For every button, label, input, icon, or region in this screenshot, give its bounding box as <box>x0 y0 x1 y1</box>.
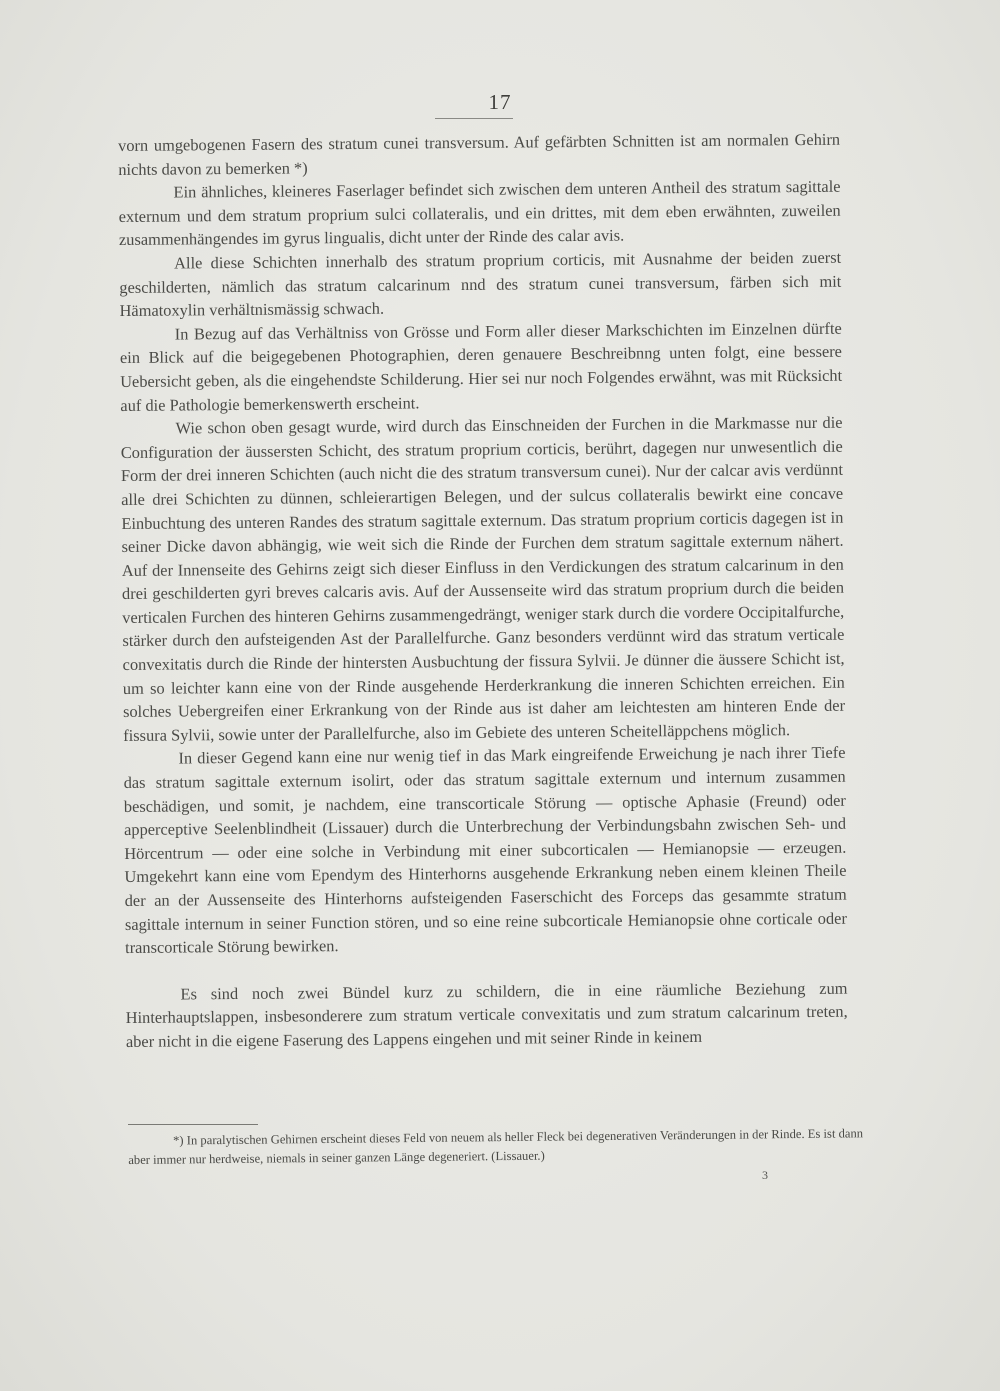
paragraph: Wie schon oben gesagt wurde, wird durch das Einschneiden der Furchen in die Markmasse nur die Configuration der äussersten Schicht, des stratum proprium corticis, berührt, dagegen nur unwesentlich die Form der drei inneren Schichten (auch nicht die des stratum transversum cunei). Nur der calcar avis verdünnt alle drei Schichten zu dünnen, schleierartigen Belegen, und der sulcus collateralis bewirkt eine concave Einbuchtung des unteren Randes des stratum sagittale externum. Das stratum proprium corticis dagegen ist in seiner Dicke davon abhängig, wie weit sich die Rinde der Furchen dem stratum sagittale externum nähert. Auf der Innenseite des Gehirns zeigt sich dieser Einfluss in den Verdickungen des stratum calcarinum in den drei geschilderten gyri breves calcaris avis. Auf der Aussenseite wird das stratum proprium durch die beiden verticalen Furchen des hinteren Gehirns zusammengedrängt, weniger stark durch die vordere Occipitalfurche, stärker durch den aufsteigenden Ast der Parallelfurche. Ganz besonders verdünnt wird das stratum verticale convexitatis durch die Rinde der hintersten Ausbuchtung der fissura Sylvii. Je dünner die äussere Schicht ist, um so leichter kann eine von der Rinde ausgehende Herderkrankung die inneren Schichten erreichen. Ein solches Uebergreifen einer Erkrankung von der Rinde aus ist daher am leichtesten am hinteren Ende der fissura Sylvii, sowie unter der Parallelfurche, also im Gebiete des unteren Scheitelläppchens möglich. <box>120 412 846 745</box>
body-text <box>118 128 848 1054</box>
footnote: *) In paralytischen Gehirnen erscheint dieses Feld von neuem als heller Fleck bei degenerativen Veränderungen in der Rinde. Es ist dann aber immer nur herdweise, niemals in seiner ganzen Länge degeneriert. (Lissauer.) <box>128 1126 864 1167</box>
paragraph-continued: vorn umgebogenen Fasern des stratum cunei transversum. Auf gefärbten Schnitten ist am normalen Gehirn nichts davon zu bemerken *) <box>118 129 841 179</box>
footnote-rule <box>128 1124 258 1125</box>
page-number-rule <box>435 118 513 119</box>
paragraph: In Bezug auf das Verhältniss von Grösse und Form aller dieser Markschichten im Einzelnen dürfte ein Blick auf die beigegebenen Photographien, deren genauere Beschreibnng unten folgt, eine bessere Uebersicht geben, als die eingehendste Schilderung. Hier sei nur noch Folgendes erwähnt, was mit Rücksicht auf die Pathologie bemerkenswerth erscheint. <box>119 318 843 415</box>
printer-signature: 3 <box>762 1168 768 1182</box>
paragraph-section-start: Es sind noch zwei Bündel kurz zu schildern, die in eine räumliche Beziehung zum Hinterhauptslappen, insbesonderere zum stratum verticale convexitatis und zum stratum calcarinum treten, aber nicht in die eigene Faserung des Lappens eingehen und mit seiner Rinde in keinem <box>125 978 848 1051</box>
paragraph: Ein ähnliches, kleineres Faserlager befindet sich zwischen dem unteren Antheil des stratum sagittale externum und dem stratum proprium sulci collateralis, und ein drittes, mit dem eben erwähnten, zuweilen zusammenhängendes im gyrus lingualis, dicht unter der Rinde des calar avis. <box>118 176 841 250</box>
page-number: 17 <box>488 90 512 114</box>
paragraph: In dieser Gegend kann eine nur wenig tief in das Mark eingreifende Erweichung je nach ihrer Tiefe das stratum sagittale externum isolirt, oder das stratum sagittale externum und internum zusammen beschädigen, und somit, je nachdem, eine transcorticale Störung — optische Aphasie (Freund) oder apperceptive Seelenblindheit (Lissauer) durch die Unterbrechung der Verbindungsbahn zwischen Seh- und Hörcentrum — oder eine solche in Verbindung mit einer subcorticalen — Hemianopsie — erzeugen. Umgekehrt kann eine vom Ependym des Hinterhorns ausgehende Erkrankung neben einem kleinen Theile der an der Aussenseite des Hinterhorns aufsteigenden Faserschicht des Forceps das gesammte stratum sagittale internum in seiner Function stören, und so eine reine subcorticale Hemianopsie ohne corticale oder transcorticale Störung bewirken. <box>123 743 847 958</box>
paragraph: Alle diese Schichten innerhalb des stratum proprium corticis, mit Ausnahme der beiden zuerst geschilderten, nämlich das stratum calcarinum nnd des stratum cunei transversum, färben sich mit Hämatoxylin verhältnismässig schwach. <box>119 247 842 321</box>
